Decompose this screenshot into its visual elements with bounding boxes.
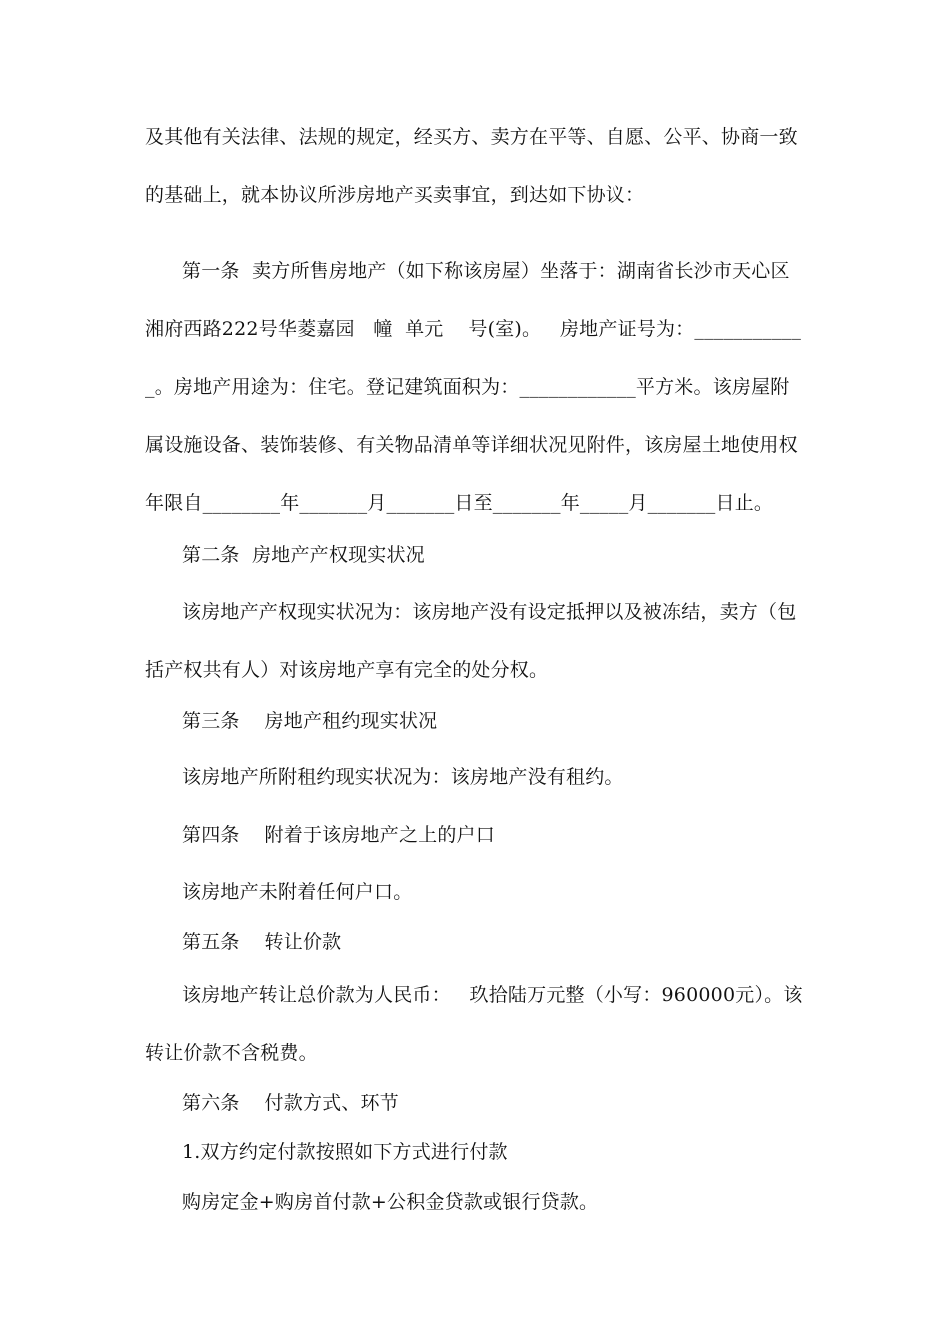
paragraph-line: 购房定金+购房首付款+公积金贷款或银行贷款。 (182, 1191, 599, 1213)
paragraph-line: 括产权共有人）对该房地产享有完全的处分权。 (145, 659, 549, 681)
paragraph-line: 该房地产转让总价款为人民币： 玖拾陆万元整（小写：960000元）。该 (182, 984, 803, 1006)
article-6-heading: 第六条 付款方式、环节 (182, 1092, 399, 1114)
paragraph-line: 的基础上，就本协议所涉房地产买卖事宜，到达如下协议： (145, 184, 645, 206)
article-3-heading: 第三条 房地产租约现实状况 (182, 710, 438, 732)
article-1-line: 第一条 卖方所售房地产（如下称该房屋）坐落于：湖南省长沙市天心区 (182, 260, 790, 282)
paragraph-line: 湘府西路222号华菱嘉园 幢 单元 号(室)。 房地产证号为：___________ (145, 318, 802, 340)
paragraph-line: 属设施设备、装饰装修、有关物品清单等详细状况见附件，该房屋土地使用权 (145, 434, 798, 456)
paragraph-line: 该房地产产权现实状况为：该房地产没有设定抵押以及被冻结，卖方（包 (182, 601, 797, 623)
paragraph-line: _。房地产用途为：住宅。登记建筑面积为：____________平方米。该房屋附 (145, 376, 790, 398)
paragraph-line: 该房地产未附着任何户口。 (182, 881, 413, 903)
paragraph-line: 及其他有关法律、法规的规定，经买方、卖方在平等、自愿、公平、协商一致 (145, 126, 798, 148)
article-5-heading: 第五条 转让价款 (182, 931, 342, 953)
paragraph-line: 1.双方约定付款按照如下方式进行付款 (182, 1141, 508, 1163)
article-4-heading: 第四条 附着于该房地产之上的户口 (182, 824, 495, 846)
article-2-heading: 第二条 房地产产权现实状况 (182, 544, 425, 566)
paragraph-line: 年限自________年_______月_______日至_______年_____月_______日止。 (145, 492, 774, 514)
paragraph-line: 该房地产所附租约现实状况为：该房地产没有租约。 (182, 766, 624, 788)
paragraph-line: 转让价款不含税费。 (145, 1042, 318, 1064)
